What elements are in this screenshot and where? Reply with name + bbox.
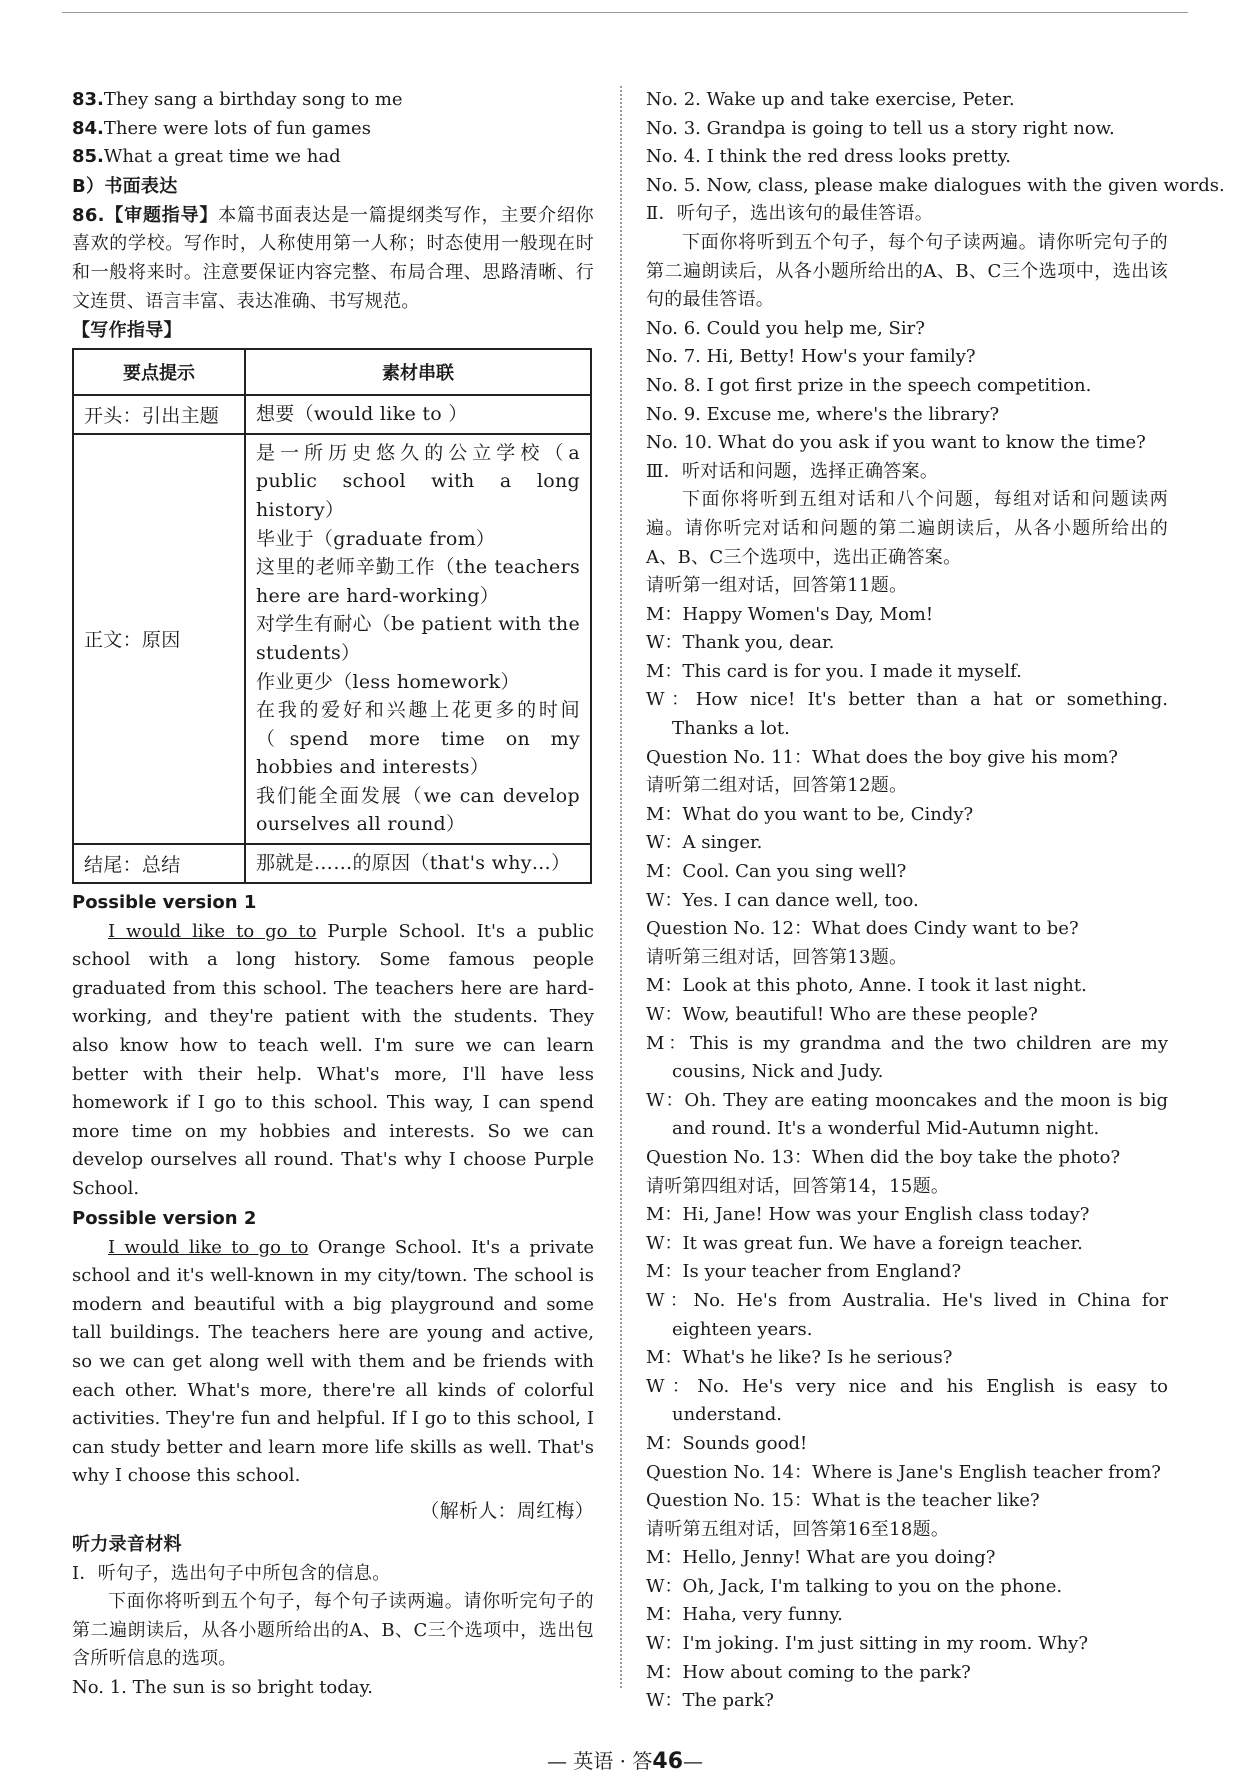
question-line: Question No. 12：What does Cindy want to be? bbox=[646, 918, 1079, 940]
dialogue-line: M：How about coming to the park? bbox=[646, 1661, 971, 1683]
dialogue-line: M：Cool. Can you sing well? bbox=[646, 861, 907, 883]
table-point: 开头：引出主题 bbox=[73, 395, 245, 434]
page-number: 46 bbox=[652, 1749, 684, 1774]
footer-prefix: — 英语 · 答 bbox=[546, 1749, 653, 1773]
material-line: 作业更少（less homework） bbox=[256, 670, 520, 693]
dialogue-group-heading: 请听第一组对话，回答第11题。 bbox=[646, 575, 908, 597]
dialogue-line: W：I'm joking. I'm just sitting in my room. Why? bbox=[646, 1633, 1088, 1655]
footer-suffix: — bbox=[683, 1749, 704, 1773]
version1-text: I would like to go to Purple School. It's a public school with a long history. Some famous people graduated from this school. The teachers here are hard-working, and they're patient with the students. They also know how to teach well. I'm sure we can learn better with their help. What's more, I'll have less homework if I go to this school. This way, I can spend more time on my hobbies and interests. So we can develop ourselves all round. That's why I choose Purple School. bbox=[72, 920, 594, 1199]
listening-part1-list bbox=[646, 86, 1225, 200]
listening-heading: 听力录音材料 bbox=[72, 1533, 182, 1555]
listening-sentence: No. 8. I got first prize in the speech competition. bbox=[646, 374, 1092, 396]
material-line: 毕业于（graduate from） bbox=[256, 527, 496, 550]
material-line: 想要（would like to ） bbox=[256, 403, 468, 426]
dialogue-group-heading: 请听第三组对话，回答第13题。 bbox=[646, 946, 908, 968]
material-line: 是一所历史悠久的公立学校（a public school with a long history） bbox=[256, 441, 580, 521]
listening-sentence: No. 3. Grandpa is going to tell us a story right now. bbox=[646, 117, 1115, 139]
writing-guide-heading: 【写作指导】 bbox=[72, 320, 182, 342]
material-line: 对学生有耐心（be patient with the students） bbox=[256, 613, 580, 664]
listening-sentence: No. 6. Could you help me, Sir? bbox=[646, 317, 925, 339]
answer-number: 84. bbox=[72, 117, 104, 139]
dialogue-line: W：How nice! It's better than a hat or something. Thanks a lot. bbox=[646, 689, 1168, 740]
answer-number: 85. bbox=[72, 146, 104, 168]
answer-text: They sang a birthday song to me bbox=[103, 89, 403, 110]
writing-guide-table bbox=[72, 348, 592, 884]
table-row bbox=[73, 844, 591, 883]
q86-text: 本篇书面表达是一篇提纲类写作，主要介绍你喜欢的学校。写作时，人称使用第一人称；时态使用一般现在时和一般将来时。注意要保证内容完整、布局合理、思路清晰、行文连贯、语言丰富、表达准确、书写规范。 bbox=[72, 204, 594, 312]
version1-underlined: I would like to go to bbox=[108, 920, 317, 942]
dialogue-line: W：Yes. I can dance well, too. bbox=[646, 889, 919, 911]
dialogue-group-heading: 请听第二组对话，回答第12题。 bbox=[646, 775, 908, 797]
dialogue-line: W：No. He's very nice and his English is easy to understand. bbox=[646, 1375, 1168, 1426]
dialogue-line: M：Haha, very funny. bbox=[646, 1604, 843, 1626]
listening-sentence: No. 4. I think the red dress looks pretty. bbox=[646, 146, 1011, 168]
dialogue-line: M：Hi, Jane! How was your English class today? bbox=[646, 1204, 1090, 1226]
listening-sentence: No. 7. Hi, Betty! How's your family? bbox=[646, 346, 976, 368]
top-rule bbox=[62, 12, 1188, 13]
listening-sentence: No. 9. Excuse me, where's the library? bbox=[646, 403, 1000, 425]
analyst-credit: （解析人：周红梅） bbox=[420, 1499, 594, 1522]
listening-sentence: No. 2. Wake up and take exercise, Peter. bbox=[646, 89, 1015, 110]
version2-text: I would like to go to Orange School. It's a private school and it's well-known in my city/town. The school is modern and beautiful with a big playground and some tall buildings. The teachers here are young and active, so we can get along well with them and be friends with each other. What's more, there're all kinds of colorful activities. They're fun and helpful. If I go to this school, I can study better and learn more life skills as well. That's why I choose this school. bbox=[72, 1236, 594, 1487]
dialogue-line: W：Wow, beautiful! Who are these people? bbox=[646, 1004, 1038, 1025]
dialogue-line: W：It was great fun. We have a foreign teacher. bbox=[646, 1232, 1083, 1254]
part2-title: Ⅱ．听句子，选出该句的最佳答语。 bbox=[646, 203, 934, 225]
table-row bbox=[73, 395, 591, 434]
table-material bbox=[245, 844, 591, 883]
answer-item bbox=[72, 115, 594, 144]
dialogue-line: W：Oh, Jack, I'm talking to you on the phone. bbox=[646, 1575, 1063, 1597]
question-line: Question No. 13：When did the boy take the photo? bbox=[646, 1146, 1121, 1168]
material-line: 这里的老师辛勤工作（the teachers here are hard-working） bbox=[256, 556, 580, 607]
version2-title: Possible version 2 bbox=[72, 1207, 257, 1229]
listening-no1: No. 1. The sun is so bright today. bbox=[72, 1676, 374, 1698]
column-divider bbox=[620, 86, 622, 1688]
dialogue-line: W：The park? bbox=[646, 1690, 774, 1712]
q86-number: 86. bbox=[72, 204, 105, 226]
version1-title: Possible version 1 bbox=[72, 891, 257, 913]
dialogue-line: M：Is your teacher from England? bbox=[646, 1261, 962, 1283]
question-line: Question No. 11：What does the boy give his mom? bbox=[646, 746, 1118, 768]
table-material bbox=[245, 395, 591, 434]
part2-instructions: 下面你将听到五个句子，每个句子读两遍。请你听完句子的第二遍朗读后，从各小题所给出的A、B、C三个选项中，选出该句的最佳答语。 bbox=[646, 231, 1168, 311]
dialogue-group-heading: 请听第四组对话，回答第14，15题。 bbox=[646, 1175, 950, 1197]
listening-part2-list bbox=[646, 315, 1168, 458]
dialogue-line: M：This card is for you. I made it myself. bbox=[646, 660, 1022, 682]
q86-guidance bbox=[72, 202, 594, 316]
section-b-heading: B）书面表达 bbox=[72, 175, 178, 197]
part3-instructions: 下面你将听到五组对话和八个问题，每组对话和问题读两遍。请你听完对话和问题的第二遍朗读后，从各小题所给出的A、B、C三个选项中，选出正确答案。 bbox=[646, 489, 1168, 568]
table-point: 正文：原因 bbox=[73, 434, 245, 844]
table-header-material: 素材串联 bbox=[245, 349, 591, 395]
q86-tag: 【审题指导】 bbox=[104, 204, 219, 226]
table-point: 结尾：总结 bbox=[73, 844, 245, 883]
left-column bbox=[72, 86, 594, 1703]
listening-sentence: No. 10. What do you ask if you want to know the time? bbox=[646, 432, 1146, 454]
version2-underlined: I would like to go to bbox=[108, 1236, 309, 1258]
dialogue-group-heading: 请听第五组对话，回答第16至18题。 bbox=[646, 1518, 950, 1540]
dialogue-line: M：This is my grandma and the two children are my cousins, Nick and Judy. bbox=[646, 1032, 1168, 1083]
material-line: 我们能全面发展（we can develop ourselves all round） bbox=[256, 784, 580, 836]
answer-item bbox=[72, 86, 594, 115]
table-header-points: 要点提示 bbox=[73, 349, 245, 395]
dialogue-line: M：Hello, Jenny! What are you doing? bbox=[646, 1547, 996, 1569]
dialogue-line: W：Thank you, dear. bbox=[646, 632, 835, 654]
right-column bbox=[646, 86, 1225, 1716]
dialogue-line: M：Happy Women's Day, Mom! bbox=[646, 603, 934, 625]
answer-text: There were lots of fun games bbox=[103, 117, 371, 139]
answer-text: What a great time we had bbox=[103, 146, 341, 168]
part1-instructions: 下面你将听到五个句子，每个句子读两遍。请你听完句子的第二遍朗读后，从各小题所给出的A、B、C三个选项中，选出包含所听信息的选项。 bbox=[72, 1591, 594, 1670]
dialogue-line: M：Look at this photo, Anne. I took it last night. bbox=[646, 975, 1087, 997]
dialogue-line: M：Sounds good! bbox=[646, 1432, 808, 1454]
dialogue-line: W：A singer. bbox=[646, 832, 763, 854]
question-line: Question No. 14：Where is Jane's English teacher from? bbox=[646, 1461, 1161, 1483]
dialogue-line: M：What's he like? Is he serious? bbox=[646, 1347, 953, 1369]
answer-list bbox=[72, 86, 594, 172]
listening-sentence: No. 5. Now, class, please make dialogues with the given words. bbox=[646, 174, 1225, 196]
dialogue-line: W：No. He's from Australia. He's lived in China for eighteen years. bbox=[646, 1289, 1168, 1340]
table-row bbox=[73, 434, 591, 844]
dialogue-line: M：What do you want to be, Cindy? bbox=[646, 803, 974, 825]
part3-title: Ⅲ．听对话和问题，选择正确答案。 bbox=[646, 460, 939, 482]
dialogue-list bbox=[646, 572, 1168, 1716]
table-material bbox=[245, 434, 591, 844]
material-line: 在我的爱好和兴趣上花更多的时间（spend more time on my hobbies and interests） bbox=[256, 699, 580, 779]
answer-item bbox=[72, 143, 594, 172]
dialogue-line: W：Oh. They are eating mooncakes and the moon is big and round. It's a wonderful Mid-Autumn night. bbox=[646, 1089, 1168, 1140]
part1-title: Ⅰ．听句子，选出句子中所包含的信息。 bbox=[72, 1562, 391, 1584]
question-line: Question No. 15：What is the teacher like? bbox=[646, 1490, 1040, 1512]
page-footer bbox=[0, 1745, 1250, 1774]
answer-number: 83. bbox=[72, 89, 104, 110]
material-line: 那就是……的原因（that's why…） bbox=[256, 852, 571, 875]
